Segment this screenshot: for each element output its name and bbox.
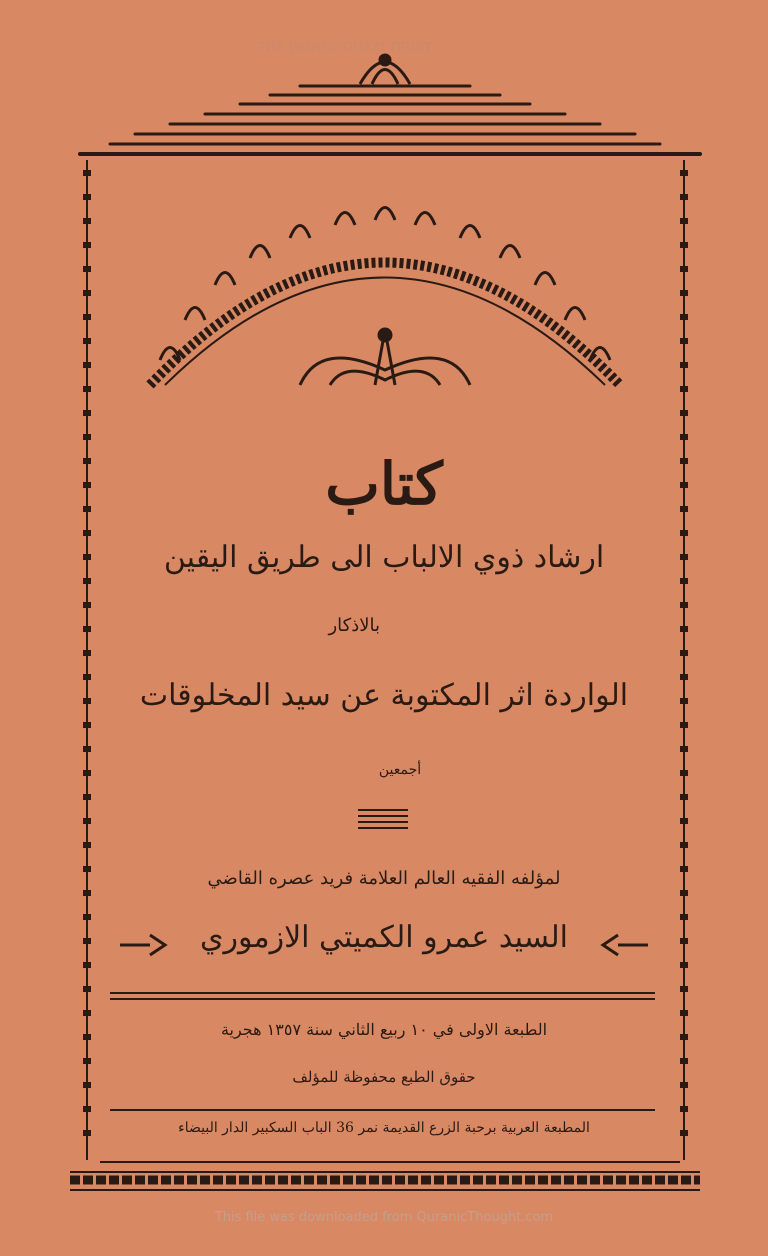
title-line-1: ارشاد ذوي الالباب الى طريق اليقين [163, 540, 605, 575]
author-name: السيد عمرو الكميتي الازموري [200, 920, 568, 955]
rights-line: حقوق الطبع محفوظة للمؤلف [292, 1068, 476, 1086]
edition-line: الطبعة الاولى في ١٠ ربيع الثاني سنة ١٣٥٧ هجرية [220, 1020, 548, 1039]
fleuron-ornament [300, 329, 470, 385]
title-line-4: أجمعين [378, 762, 422, 778]
author-intro: لمؤلفه الفقيه العالم العلامة فريد عصره القاضي [207, 868, 561, 889]
top-finial [360, 55, 410, 84]
title-line-2: بالاذكار [328, 615, 380, 636]
divider-ornament [358, 810, 408, 828]
title-line-3: الواردة اثر المكتوبة عن سيد المخلوقات [139, 678, 629, 713]
download-footer: This file was downloaded from QuranicThought.com [214, 1210, 554, 1225]
pediment-lines [80, 86, 700, 154]
arch-ornament [150, 208, 620, 386]
press-rules [100, 1110, 680, 1162]
watermark-text: THE PRINCE GHAZI TRUST [257, 40, 433, 54]
bottom-border-band [70, 1172, 700, 1190]
double-rule [110, 993, 655, 999]
press-line: المطبعة العربية برحبة الزرع القديمة نمر 36 الباب السكبير الدار البيضاء [178, 1120, 590, 1136]
book-label: كتاب [325, 450, 443, 518]
